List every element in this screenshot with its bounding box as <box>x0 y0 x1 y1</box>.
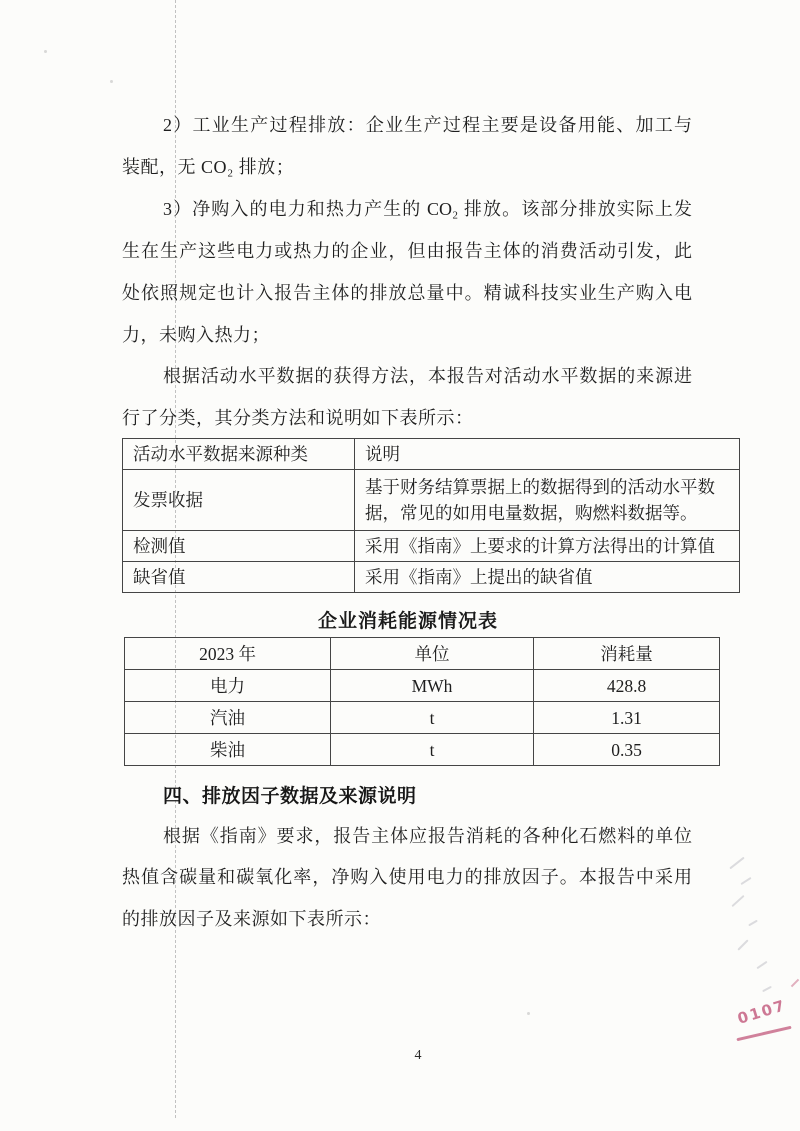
ghost-mark <box>731 895 744 907</box>
scan-speck <box>110 80 113 83</box>
table-cell: 428.8 <box>534 670 720 702</box>
page-number: 4 <box>414 1048 422 1063</box>
table-row <box>125 638 720 670</box>
energy-table <box>124 637 720 766</box>
table-header-cell: 说明 <box>355 439 740 470</box>
table-cell: 汽油 <box>125 702 331 734</box>
scan-speck <box>44 50 47 53</box>
table-cell: 基于财务结算票据上的数据得到的活动水平数据，常见的如用电量数据，购燃料数据等。 <box>355 470 740 531</box>
table-row <box>125 734 720 766</box>
ghost-mark <box>756 961 767 969</box>
ink-stamp-tick <box>791 979 799 987</box>
table-cell: 0.35 <box>534 734 720 766</box>
energy-table-title: 企业消耗能源情况表 <box>317 611 498 632</box>
ghost-mark <box>737 939 748 950</box>
table-header-cell: 消耗量 <box>534 638 720 670</box>
body-line: 根据活动水平数据的获得方法，本报告对活动水平数据的来源进 <box>163 366 692 386</box>
table-row <box>123 562 740 593</box>
ghost-mark <box>740 877 751 885</box>
table-header-cell: 2023 年 <box>125 638 331 670</box>
ghost-mark <box>729 857 744 870</box>
body-line: 力，未购入热力； <box>122 325 270 345</box>
ink-stamp-underline <box>736 1026 791 1042</box>
table-row <box>123 439 740 470</box>
table-row <box>125 670 720 702</box>
table-cell: 采用《指南》上提出的缺省值 <box>355 562 740 593</box>
table-cell: 检测值 <box>123 531 355 562</box>
table-row <box>123 531 740 562</box>
ghost-mark <box>748 920 758 927</box>
table-cell: 采用《指南》上要求的计算方法得出的计算值 <box>355 531 740 562</box>
table-cell: 柴油 <box>125 734 331 766</box>
scan-speck <box>527 1012 530 1015</box>
body-line: 装配，无 CO₂ 排放； <box>122 157 295 177</box>
ghost-mark <box>762 986 772 992</box>
body-line: 根据《指南》要求，报告主体应报告消耗的各种化石燃料的单位 <box>163 826 692 846</box>
table-row <box>123 470 740 531</box>
table-header-cell: 活动水平数据来源种类 <box>123 439 355 470</box>
body-line: 3）净购入的电力和热力产生的 CO₂ 排放。该部分排放实际上发 <box>163 199 692 219</box>
body-line: 处依照规定也计入报告主体的排放总量中。精诚科技实业生产购入电 <box>122 283 692 303</box>
data-source-table <box>122 438 740 593</box>
table-header-cell: 单位 <box>331 638 534 670</box>
body-line: 热值含碳量和碳氧化率，净购入使用电力的排放因子。本报告中采用 <box>122 867 692 887</box>
table-row <box>125 702 720 734</box>
body-line: 生在生产这些电力或热力的企业，但由报告主体的消费活动引发，此 <box>122 241 692 261</box>
table-cell: 1.31 <box>534 702 720 734</box>
body-line: 的排放因子及来源如下表所示： <box>122 909 381 929</box>
ink-stamp-digits: 0107 <box>735 996 789 1028</box>
body-line: 2）工业生产过程排放：企业生产过程主要是设备用能、加工与 <box>163 115 692 135</box>
body-line: 行了分类，其分类方法和说明如下表所示： <box>122 408 474 428</box>
table-cell: 电力 <box>125 670 331 702</box>
table-cell: MWh <box>331 670 534 702</box>
table-cell: 缺省值 <box>123 562 355 593</box>
table-cell: t <box>331 734 534 766</box>
table-cell: 发票收据 <box>123 470 355 531</box>
section-heading: 四、排放因子数据及来源说明 <box>163 786 417 807</box>
table-cell: t <box>331 702 534 734</box>
